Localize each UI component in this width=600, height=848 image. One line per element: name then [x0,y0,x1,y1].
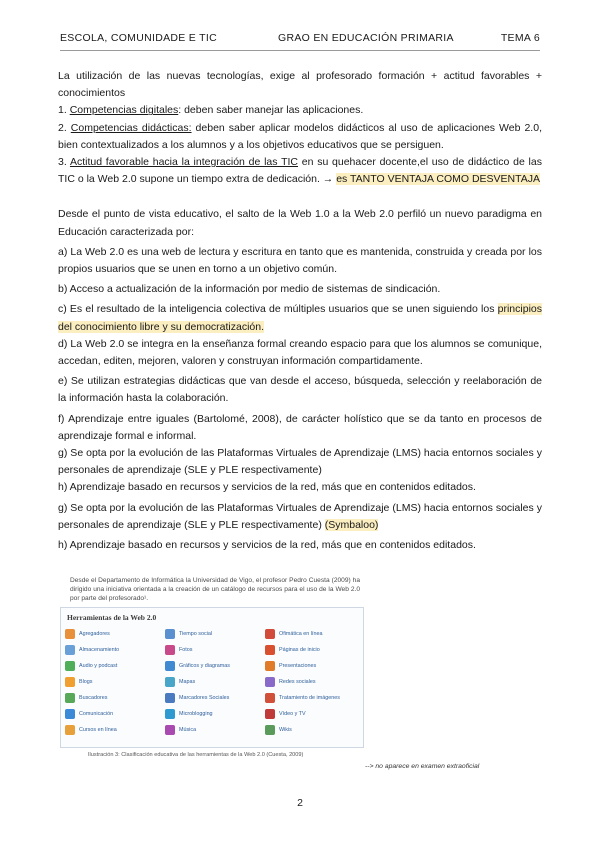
tool-icon [65,629,75,639]
tool-item [65,644,165,656]
tool-label: Presentaciones [279,663,317,669]
tool-item [65,628,165,640]
web20-point-g-repeat [58,500,542,534]
tool-icon [165,693,175,703]
header-divider [60,50,540,51]
tool-label: Blogs [79,679,93,685]
tool-icon [65,677,75,687]
tools-panel-title: Herramientas de la Web 2.0 [67,613,157,622]
tool-icon [265,645,275,655]
tool-item [65,676,165,688]
tool-label: Buscadores [79,695,108,701]
tool-item [265,676,361,688]
tool-label: Wikis [279,727,292,733]
tool-item [265,644,361,656]
tool-item [165,660,265,672]
tool-label: Tratamiento de imágenes [279,695,340,701]
web20-point-f: f) Aprendizaje entre iguales (Bartolomé, 2008), de carácter holístico que se da tanto en procesos de aprendizaje formal e informal. [58,412,542,442]
tool-item [165,708,265,720]
web20-point-c [58,301,542,335]
tool-item [65,708,165,720]
item-2-term: Competencias didácticas: [70,121,192,134]
item-1-number: 1. [58,104,70,117]
point-c-text: c) Es el resultado de la inteligencia colectiva de múltiples usuarios que se unen siguiendo los [58,303,498,316]
tool-icon [165,645,175,655]
point-c-highlight: principios del conocimiento libre y su democratización. [58,303,542,333]
page-header [60,32,540,48]
point-g-text: g) Se opta por la evolución de las Plataformas Virtuales de Aprendizaje (LMS) hacia entornos sociales y personales de aprendizaje (SLE y PLE respectivamente) [58,501,542,531]
tool-item [165,628,265,640]
tool-label: Música [179,727,197,733]
symbaloo-highlight: (Symbaloo) [324,518,379,531]
tool-item [65,692,165,704]
tool-label: Microblogging [179,711,213,717]
item-1-text: : deben saber manejar las aplicaciones. [178,104,364,117]
tool-label: Gráficos y diagramas [179,663,230,669]
tool-icon [65,725,75,735]
tool-label: Agregadores [79,631,110,637]
tool-label: Páginas de inicio [279,647,320,653]
item-3-term: Actitud favorable hacia la integración de las TIC [69,156,298,169]
tool-icon [265,677,275,687]
body-text [58,68,542,554]
tool-icon [65,661,75,671]
intro-lead: La utilización de las nuevas tecnologías, exige al profesorado formación + actitud favorables + conocimientos [58,70,542,100]
tool-icon [265,709,275,719]
item-3-number: 3. [58,156,70,169]
tool-icon [265,693,275,703]
tool-icon [65,645,75,655]
web20-tools-figure [60,576,370,766]
tools-grid [65,628,361,736]
tool-icon [265,661,275,671]
web20-point-h: h) Aprendizaje basado en recursos y servicios de la red, más que en contenidos editados. [58,481,476,494]
tool-label: Fotos [179,647,193,653]
item-2-text: deben saber aplicar modelos didácticos al uso de aplicaciones Web 2.0, bien contextualizados a los alumnos y a los objetivos educativos que se persiguen. [58,121,542,151]
figure-intro-caption: Desde el Departamento de Informática la Universidad de Vigo, el profesor Pedro Cuesta (2009) ha dirigido una iniciativa orientada a la creación de un catálogo de recursos para el uso de la Web 2.0 por parte del profesorado¹. [70,577,360,602]
tool-item [165,724,265,736]
tool-item [265,708,361,720]
tool-item [265,692,361,704]
item-3-highlight: es TANTO VENTAJA COMO DESVENTAJA [336,173,541,186]
item-favorable-attitude [58,154,542,188]
page-number: 2 [297,797,303,809]
header-course: ESCOLA, COMUNIDADE E TIC [60,32,217,44]
tool-item [165,644,265,656]
tool-label: Marcadores Sociales [179,695,230,701]
tool-icon [165,629,175,639]
item-1-term: Competencias digitales [69,104,179,117]
item-didactic-competences [58,120,542,154]
web20-point-g: g) Se opta por la evolución de las Plataformas Virtuales de Aprendizaje (LMS) hacia entornos sociales y personales de aprendizaje (SLE y PLE respectivamente) [58,447,542,477]
tool-label: Vídeo y TV [279,711,306,717]
tool-item [165,676,265,688]
tool-label: Cursos en línea [79,727,117,733]
tool-label: Mapas [179,679,196,685]
tool-icon [65,693,75,703]
tool-icon [265,725,275,735]
web20-point-b: b) Acceso a actualización de la información por medio de sistemas de sindicación. [58,283,441,296]
tool-item [265,724,361,736]
tool-item [265,628,361,640]
item-3-text: en su quehacer docente,el uso de didáctico de las TIC o la Web 2.0 supone un tiempo extra de dedicación. → [58,156,542,186]
web20-point-e: e) Se utilizan estrategias didácticas que van desde el acceso, búsqueda, selección y reelaboración de la información hasta la colaboración. [58,375,542,405]
figure-caption: Ilustración 3: Clasificación educativa de las herramientas de la Web 2.0 (Cuesta, 2009) [88,752,304,758]
tools-panel [60,607,364,748]
tool-icon [165,661,175,671]
exam-note: --> no aparece en examen extraoficial [365,763,480,770]
tool-icon [265,629,275,639]
tool-label: Almacenamiento [79,647,120,653]
tool-icon [65,709,75,719]
web20-point-d: d) La Web 2.0 se integra en la enseñanza formal creando espacio para que los alumnos se comunique, accedan, editen, mejoren, valoren y construyan información compartidamente. [58,337,542,368]
tool-item [165,692,265,704]
item-2-number: 2. [58,121,71,134]
tool-label: Comunicación [79,711,114,717]
tool-label: Redes sociales [279,679,316,685]
tool-label: Audio y podcast [79,663,118,669]
item-digital-competences [58,102,542,119]
web20-lead: Desde el punto de vista educativo, el salto de la Web 1.0 a la Web 2.0 perfiló un nuevo paradigma en Educación caracterizada por: [58,208,542,238]
header-degree: GRAO EN EDUCACIÓN PRIMARIA [278,32,454,44]
tool-item [65,724,165,736]
tool-icon [165,677,175,687]
tool-label: Tiempo social [179,631,213,637]
web20-point-h-repeat: h) Aprendizaje basado en recursos y servicios de la red, más que en contenidos editados. [58,539,476,552]
tool-label: Ofimática en línea [279,631,323,637]
web20-point-a: a) La Web 2.0 es una web de lectura y escritura en tanto que es mantenida, construida y creada por los propios usuarios que se unen en torno a un objetivo común. [58,245,542,276]
tool-icon [165,725,175,735]
tool-icon [165,709,175,719]
header-topic: TEMA 6 [500,32,540,44]
tool-item [265,660,361,672]
tool-item [65,660,165,672]
